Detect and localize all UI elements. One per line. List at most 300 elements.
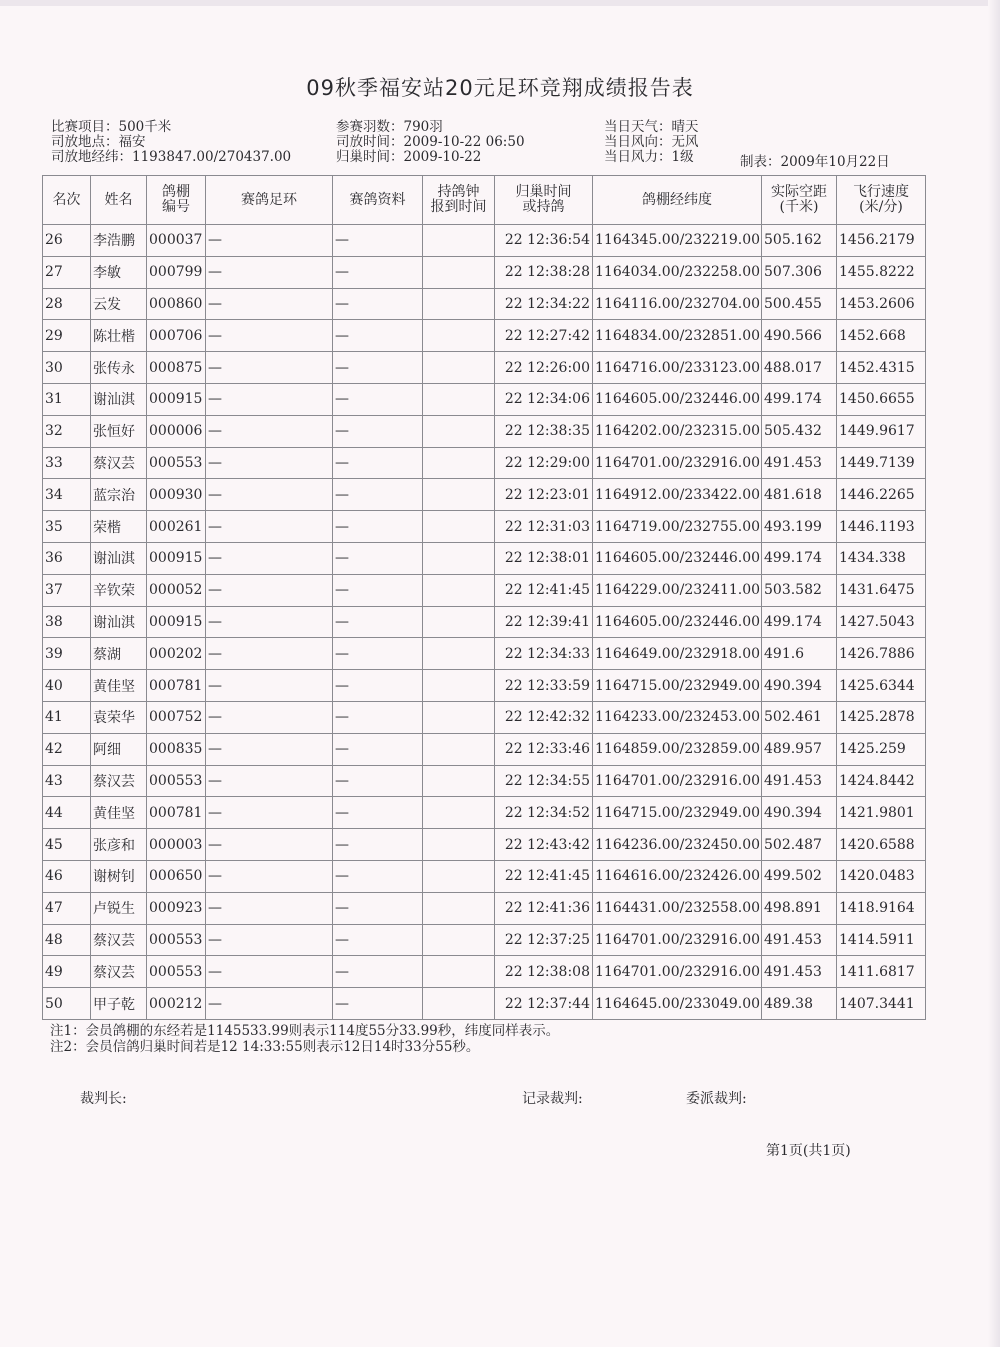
ring-cell: — [206, 733, 333, 765]
coords-cell: 1164202.00/232315.00 [593, 415, 762, 447]
col-header-speed: 飞行速度 (米/分) [837, 176, 926, 225]
page-number: 第1页(共1页) [766, 1143, 851, 1159]
name-cell: 卢锐生 [91, 892, 147, 924]
rank-cell: 42 [43, 733, 91, 765]
table-header-row [43, 176, 926, 225]
return-time-cell: 22 12:38:08 [495, 956, 593, 988]
assigned-judge-label: 委派裁判: [686, 1091, 747, 1107]
name-cell: 袁荣华 [91, 701, 147, 733]
rank-cell: 39 [43, 638, 91, 670]
table-row [43, 988, 926, 1020]
results-table [42, 175, 926, 1020]
rank-cell: 44 [43, 797, 91, 829]
rank-cell: 27 [43, 256, 91, 288]
table-row [43, 765, 926, 797]
ring-cell: — [206, 320, 333, 352]
clock-cell [423, 288, 495, 320]
name-cell: 甲子乾 [91, 988, 147, 1020]
return-time-cell: 22 12:38:28 [495, 256, 593, 288]
speed-cell: 1407.3441 [837, 988, 926, 1020]
speed-cell: 1446.2265 [837, 479, 926, 511]
clock-cell [423, 701, 495, 733]
scan-top-strip [0, 0, 1000, 6]
loft-id-cell: 000915 [147, 606, 206, 638]
table-row [43, 320, 926, 352]
coords-cell: 1164701.00/232916.00 [593, 765, 762, 797]
return-time-cell: 22 12:34:22 [495, 288, 593, 320]
speed-cell: 1425.2878 [837, 701, 926, 733]
name-cell: 李浩鹏 [91, 225, 147, 257]
return-time-cell: 22 12:42:32 [495, 701, 593, 733]
pigeon-info-cell: — [333, 542, 423, 574]
ring-cell: — [206, 892, 333, 924]
name-cell: 蔡汉芸 [91, 447, 147, 479]
pigeon-info-cell: — [333, 225, 423, 257]
coords-cell: 1164431.00/232558.00 [593, 892, 762, 924]
loft-id-cell: 000915 [147, 383, 206, 415]
pigeon-info-cell: — [333, 860, 423, 892]
speed-cell: 1425.259 [837, 733, 926, 765]
distance-cell: 499.502 [762, 860, 837, 892]
ring-cell: — [206, 542, 333, 574]
return-time-cell: 22 12:36:54 [495, 225, 593, 257]
meta-entries: 参赛羽数：790羽 [336, 119, 443, 135]
speed-cell: 1418.9164 [837, 892, 926, 924]
ring-cell: — [206, 256, 333, 288]
loft-id-cell: 000553 [147, 765, 206, 797]
table-row [43, 383, 926, 415]
name-cell: 蓝宗治 [91, 479, 147, 511]
loft-id-cell: 000930 [147, 479, 206, 511]
ring-cell: — [206, 606, 333, 638]
table-row [43, 574, 926, 606]
distance-cell: 505.432 [762, 415, 837, 447]
ring-cell: — [206, 383, 333, 415]
loft-id-cell: 000860 [147, 288, 206, 320]
coords-cell: 1164605.00/232446.00 [593, 542, 762, 574]
coords-cell: 1164859.00/232859.00 [593, 733, 762, 765]
return-time-cell: 22 12:34:52 [495, 797, 593, 829]
loft-id-cell: 000781 [147, 670, 206, 702]
loft-id-cell: 000553 [147, 956, 206, 988]
table-row [43, 288, 926, 320]
coords-cell: 1164719.00/232755.00 [593, 511, 762, 543]
return-time-cell: 22 12:23:01 [495, 479, 593, 511]
ring-cell: — [206, 415, 333, 447]
clock-cell [423, 797, 495, 829]
loft-id-cell: 000915 [147, 542, 206, 574]
return-time-cell: 22 12:43:42 [495, 829, 593, 861]
table-row [43, 479, 926, 511]
speed-cell: 1452.668 [837, 320, 926, 352]
clock-cell [423, 415, 495, 447]
coords-cell: 1164116.00/232704.00 [593, 288, 762, 320]
distance-cell: 491.453 [762, 956, 837, 988]
return-time-cell: 22 12:39:41 [495, 606, 593, 638]
meta-made-date: 制表：2009年10月22日 [740, 154, 890, 170]
meta-weather-info [604, 120, 699, 165]
speed-cell: 1425.6344 [837, 670, 926, 702]
pigeon-info-cell: — [333, 511, 423, 543]
meta-wind-direction: 当日风向：无风 [604, 134, 699, 150]
distance-cell: 505.162 [762, 225, 837, 257]
clock-cell [423, 383, 495, 415]
col-header-name: 姓名 [91, 176, 147, 225]
clock-cell [423, 574, 495, 606]
clock-cell [423, 733, 495, 765]
clock-cell [423, 256, 495, 288]
rank-cell: 32 [43, 415, 91, 447]
rank-cell: 50 [43, 988, 91, 1020]
speed-cell: 1434.338 [837, 542, 926, 574]
ring-cell: — [206, 352, 333, 384]
clock-cell [423, 320, 495, 352]
clock-cell [423, 542, 495, 574]
col-header-loft-id: 鸽棚 编号 [147, 176, 206, 225]
coords-cell: 1164616.00/232426.00 [593, 860, 762, 892]
speed-cell: 1411.6817 [837, 956, 926, 988]
ring-cell: — [206, 956, 333, 988]
col-header-ring: 赛鸽足环 [206, 176, 333, 225]
coords-cell: 1164645.00/233049.00 [593, 988, 762, 1020]
ring-cell: — [206, 670, 333, 702]
rank-cell: 48 [43, 924, 91, 956]
distance-cell: 491.453 [762, 765, 837, 797]
loft-id-cell: 000202 [147, 638, 206, 670]
distance-cell: 491.6 [762, 638, 837, 670]
col-header-return-time: 归巢时间 或持鸽 [495, 176, 593, 225]
distance-cell: 500.455 [762, 288, 837, 320]
pigeon-info-cell: — [333, 383, 423, 415]
col-header-pigeon-info: 赛鸽资料 [333, 176, 423, 225]
distance-cell: 499.174 [762, 383, 837, 415]
rank-cell: 30 [43, 352, 91, 384]
clock-cell [423, 670, 495, 702]
name-cell: 李敏 [91, 256, 147, 288]
rank-cell: 28 [43, 288, 91, 320]
clock-cell [423, 638, 495, 670]
pigeon-info-cell: — [333, 829, 423, 861]
name-cell: 黄佳坚 [91, 797, 147, 829]
distance-cell: 502.487 [762, 829, 837, 861]
rank-cell: 33 [43, 447, 91, 479]
ring-cell: — [206, 447, 333, 479]
table-row [43, 956, 926, 988]
rank-cell: 35 [43, 511, 91, 543]
ring-cell: — [206, 479, 333, 511]
pigeon-info-cell: — [333, 415, 423, 447]
name-cell: 张传永 [91, 352, 147, 384]
speed-cell: 1456.2179 [837, 225, 926, 257]
speed-cell: 1414.5911 [837, 924, 926, 956]
loft-id-cell: 000706 [147, 320, 206, 352]
recorder-judge-label: 记录裁判: [522, 1091, 583, 1107]
distance-cell: 499.174 [762, 542, 837, 574]
coords-cell: 1164233.00/232453.00 [593, 701, 762, 733]
speed-cell: 1424.8442 [837, 765, 926, 797]
clock-cell [423, 765, 495, 797]
ring-cell: — [206, 860, 333, 892]
distance-cell: 499.174 [762, 606, 837, 638]
table-row [43, 225, 926, 257]
rank-cell: 46 [43, 860, 91, 892]
coords-cell: 1164649.00/232918.00 [593, 638, 762, 670]
speed-cell: 1421.9801 [837, 797, 926, 829]
table-row [43, 415, 926, 447]
distance-cell: 503.582 [762, 574, 837, 606]
distance-cell: 498.891 [762, 892, 837, 924]
loft-id-cell: 000037 [147, 225, 206, 257]
coords-cell: 1164345.00/232219.00 [593, 225, 762, 257]
meta-race-info [51, 120, 291, 165]
distance-cell: 490.566 [762, 320, 837, 352]
return-time-cell: 22 12:26:00 [495, 352, 593, 384]
coords-cell: 1164701.00/232916.00 [593, 924, 762, 956]
coords-cell: 1164834.00/232851.00 [593, 320, 762, 352]
meta-return-time: 归巢时间：2009-10-22 [336, 149, 482, 165]
rank-cell: 31 [43, 383, 91, 415]
meta-weather: 当日天气：晴天 [604, 119, 699, 135]
return-time-cell: 22 12:34:33 [495, 638, 593, 670]
pigeon-info-cell: — [333, 606, 423, 638]
table-row [43, 797, 926, 829]
meta-wind-force: 当日风力：1级 [604, 149, 694, 165]
name-cell: 谢树钊 [91, 860, 147, 892]
loft-id-cell: 000650 [147, 860, 206, 892]
table-row [43, 701, 926, 733]
speed-cell: 1455.8222 [837, 256, 926, 288]
return-time-cell: 22 12:33:59 [495, 670, 593, 702]
pigeon-info-cell: — [333, 638, 423, 670]
speed-cell: 1446.1193 [837, 511, 926, 543]
coords-cell: 1164701.00/232916.00 [593, 956, 762, 988]
rank-cell: 26 [43, 225, 91, 257]
coords-cell: 1164701.00/232916.00 [593, 447, 762, 479]
ring-cell: — [206, 225, 333, 257]
coords-cell: 1164236.00/232450.00 [593, 829, 762, 861]
notes [50, 1023, 559, 1055]
chief-judge-label: 裁判长: [80, 1091, 127, 1107]
pigeon-info-cell: — [333, 988, 423, 1020]
distance-cell: 481.618 [762, 479, 837, 511]
rank-cell: 43 [43, 765, 91, 797]
distance-cell: 502.461 [762, 701, 837, 733]
ring-cell: — [206, 638, 333, 670]
return-time-cell: 22 12:34:06 [495, 383, 593, 415]
name-cell: 辛钦荣 [91, 574, 147, 606]
clock-cell [423, 479, 495, 511]
return-time-cell: 22 12:41:36 [495, 892, 593, 924]
rank-cell: 29 [43, 320, 91, 352]
clock-cell [423, 924, 495, 956]
pigeon-info-cell: — [333, 574, 423, 606]
rank-cell: 49 [43, 956, 91, 988]
speed-cell: 1452.4315 [837, 352, 926, 384]
table-row [43, 256, 926, 288]
table-row [43, 542, 926, 574]
speed-cell: 1420.0483 [837, 860, 926, 892]
col-header-clock-time: 持鸽钟 报到时间 [423, 176, 495, 225]
note-1: 注1：会员鸽棚的东经若是1145533.99则表示114度55分33.99秒，纬度同样表示。 [50, 1023, 560, 1039]
clock-cell [423, 860, 495, 892]
ring-cell: — [206, 924, 333, 956]
ring-cell: — [206, 511, 333, 543]
table-row [43, 892, 926, 924]
distance-cell: 488.017 [762, 352, 837, 384]
speed-cell: 1449.9617 [837, 415, 926, 447]
meta-release-place: 司放地点：福安 [51, 134, 146, 150]
name-cell: 黄佳坚 [91, 670, 147, 702]
coords-cell: 1164605.00/232446.00 [593, 383, 762, 415]
loft-id-cell: 000799 [147, 256, 206, 288]
pigeon-info-cell: — [333, 701, 423, 733]
ring-cell: — [206, 288, 333, 320]
speed-cell: 1426.7886 [837, 638, 926, 670]
col-header-distance: 实际空距 (千米) [762, 176, 837, 225]
ring-cell: — [206, 765, 333, 797]
return-time-cell: 22 12:37:25 [495, 924, 593, 956]
coords-cell: 1164716.00/233123.00 [593, 352, 762, 384]
col-header-loft-coords: 鸽棚经纬度 [593, 176, 762, 225]
clock-cell [423, 225, 495, 257]
table-body [43, 225, 926, 1020]
pigeon-info-cell: — [333, 256, 423, 288]
loft-id-cell: 000835 [147, 733, 206, 765]
pigeon-info-cell: — [333, 733, 423, 765]
loft-id-cell: 000553 [147, 924, 206, 956]
pigeon-info-cell: — [333, 320, 423, 352]
pigeon-info-cell: — [333, 924, 423, 956]
pigeon-info-cell: — [333, 447, 423, 479]
clock-cell [423, 956, 495, 988]
clock-cell [423, 511, 495, 543]
loft-id-cell: 000006 [147, 415, 206, 447]
distance-cell: 489.957 [762, 733, 837, 765]
coords-cell: 1164715.00/232949.00 [593, 797, 762, 829]
return-time-cell: 22 12:34:55 [495, 765, 593, 797]
scan-right-edge [988, 0, 1000, 1347]
name-cell: 张彦和 [91, 829, 147, 861]
rank-cell: 34 [43, 479, 91, 511]
rank-cell: 47 [43, 892, 91, 924]
coords-cell: 1164229.00/232411.00 [593, 574, 762, 606]
distance-cell: 489.38 [762, 988, 837, 1020]
return-time-cell: 22 12:33:46 [495, 733, 593, 765]
speed-cell: 1450.6655 [837, 383, 926, 415]
return-time-cell: 22 12:38:01 [495, 542, 593, 574]
loft-id-cell: 000003 [147, 829, 206, 861]
pigeon-info-cell: — [333, 288, 423, 320]
table-row [43, 670, 926, 702]
note-2: 注2：会员信鸽归巢时间若是12 14:33:55则表示12日14时33分55秒。 [50, 1039, 480, 1055]
ring-cell: — [206, 797, 333, 829]
table-row [43, 447, 926, 479]
loft-id-cell: 000875 [147, 352, 206, 384]
name-cell: 陈壮楷 [91, 320, 147, 352]
loft-id-cell: 000923 [147, 892, 206, 924]
ring-cell: — [206, 829, 333, 861]
ring-cell: — [206, 701, 333, 733]
coords-cell: 1164715.00/232949.00 [593, 670, 762, 702]
return-time-cell: 22 12:38:35 [495, 415, 593, 447]
table-row [43, 860, 926, 892]
pigeon-info-cell: — [333, 797, 423, 829]
rank-cell: 36 [43, 542, 91, 574]
return-time-cell: 22 12:41:45 [495, 574, 593, 606]
loft-id-cell: 000052 [147, 574, 206, 606]
rank-cell: 41 [43, 701, 91, 733]
pigeon-info-cell: — [333, 892, 423, 924]
distance-cell: 507.306 [762, 256, 837, 288]
speed-cell: 1427.5043 [837, 606, 926, 638]
speed-cell: 1420.6588 [837, 829, 926, 861]
table-row [43, 733, 926, 765]
loft-id-cell: 000752 [147, 701, 206, 733]
col-header-rank: 名次 [43, 176, 91, 225]
loft-id-cell: 000212 [147, 988, 206, 1020]
name-cell: 谢汕淇 [91, 606, 147, 638]
return-time-cell: 22 12:41:45 [495, 860, 593, 892]
rank-cell: 45 [43, 829, 91, 861]
meta-release-coords: 司放地经纬：1193847.00/270437.00 [51, 149, 292, 165]
name-cell: 蔡湖 [91, 638, 147, 670]
rank-cell: 40 [43, 670, 91, 702]
loft-id-cell: 000553 [147, 447, 206, 479]
name-cell: 云发 [91, 288, 147, 320]
name-cell: 蔡汉芸 [91, 956, 147, 988]
table-row [43, 924, 926, 956]
return-time-cell: 22 12:29:00 [495, 447, 593, 479]
clock-cell [423, 988, 495, 1020]
table-row [43, 829, 926, 861]
name-cell: 蔡汉芸 [91, 924, 147, 956]
table-row [43, 638, 926, 670]
name-cell: 荣楷 [91, 511, 147, 543]
pigeon-info-cell: — [333, 765, 423, 797]
name-cell: 谢汕淇 [91, 542, 147, 574]
meta-time-info [336, 120, 525, 165]
ring-cell: — [206, 988, 333, 1020]
coords-cell: 1164034.00/232258.00 [593, 256, 762, 288]
table-row [43, 511, 926, 543]
loft-id-cell: 000781 [147, 797, 206, 829]
return-time-cell: 22 12:31:03 [495, 511, 593, 543]
name-cell: 张恒好 [91, 415, 147, 447]
clock-cell [423, 892, 495, 924]
coords-cell: 1164912.00/233422.00 [593, 479, 762, 511]
pigeon-info-cell: — [333, 670, 423, 702]
clock-cell [423, 829, 495, 861]
rank-cell: 38 [43, 606, 91, 638]
clock-cell [423, 447, 495, 479]
meta-release-time: 司放时间：2009-10-22 06:50 [336, 134, 525, 150]
return-time-cell: 22 12:37:44 [495, 988, 593, 1020]
table-row [43, 352, 926, 384]
meta-race-item: 比赛项目：500千米 [51, 119, 172, 135]
speed-cell: 1449.7139 [837, 447, 926, 479]
speed-cell: 1453.2606 [837, 288, 926, 320]
coords-cell: 1164605.00/232446.00 [593, 606, 762, 638]
pigeon-info-cell: — [333, 956, 423, 988]
clock-cell [423, 606, 495, 638]
table-row [43, 606, 926, 638]
clock-cell [423, 352, 495, 384]
ring-cell: — [206, 574, 333, 606]
name-cell: 谢汕淇 [91, 383, 147, 415]
pigeon-info-cell: — [333, 352, 423, 384]
distance-cell: 491.453 [762, 447, 837, 479]
name-cell: 阿细 [91, 733, 147, 765]
